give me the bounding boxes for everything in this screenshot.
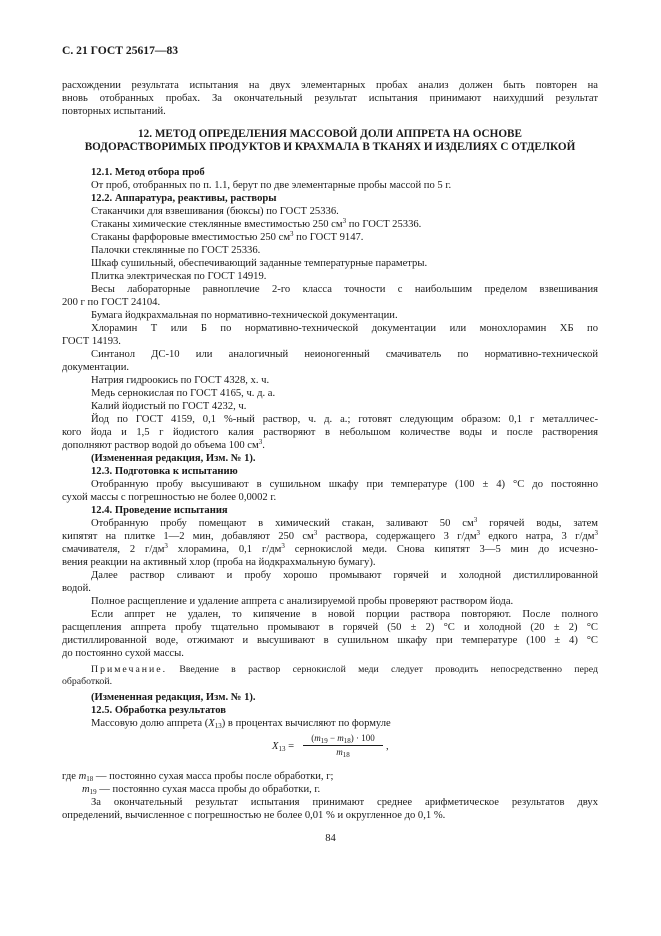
subsection-heading: 12.3. Подготовка к испытанию [91, 466, 238, 477]
document-page: С. 21 ГОСТ 25617—83 расхождении результата испытания на двух элементарных пробах анализ должен быть повторен на вновь отобранных пробах. За окончательный результат испытания принимают наихудший результат повторных испытаний. 12. МЕТОД ОПРЕДЕЛЕНИЯ МАССОВОЙ ДОЛИ АППРЕТА НА ОСНОВЕ ВОДОРАСТВОРИМЫХ ПРОДУКТОВ И КРАХМАЛА В ТКАНЯХ И ИЗДЕЛИЯХ С ОТДЕЛКОЙ 12.1. Метод отбора проб От проб, отобранных по п. 1.1, берут по две элементарные пробы массой по 5 г. 12.2. Аппаратура, реактивы, растворы Стаканчики для взвешивания (бюксы) по ГОСТ 25336. Стаканы химические стеклянные вместимостью 250 $см^3$ по ГОСТ 25336. Стаканы фарфоровые вместимостью 250 $см^3$ по ГОСТ 9147. Палочки стеклянные по ГОСТ 25336. Шкаф сушильный, обеспечивающий заданные температурные параметры. Плитка электрическая по ГОСТ 14919. Весы лабораторные равноплечие 2-го класса точности с наибольшим пределом взвешивания 200 г по ГОСТ 24104. Бумага йодкрахмальная по нормативно-технической документации. Хлорамин Т или Б по нормативно-технической документации или монохлорамин ХБ по ГОСТ 14193. Синтанол ДС-10 или аналогичный неионогенный смачиватель по нормативно-технической документации. Натрия гидроокись по ГОСТ 4328, х. ч. Медь сернокислая по ГОСТ 4165, ч. д. а. Калий йодистый по ГОСТ 4232, ч. Йод по ГОСТ 4159, 0,1 %-ный раствор, ч. д. а.; готовят следующим образом: 0,1 г металличес- кого йода и 1,5 г йодистого калия растворяют в небольшом количестве воды и после растворения дополняют раствор водой до объема 100 $см^3$. (Измененная редакция, Изм. № 1). 12.3. Подготовка к испытанию Отобранную пробу высушивают в сушильном шкафу при температуре (100 ± 4) °С до постоянно сухой массы с погрешностью не более 0,0002 г. 12.4. Проведение испытания Отобранную пробу помещают в химический стакан, заливают 50 $см^3$ горячей воды, затем кипятят на плитке 1—2 мин, добавляют 250 $см^3$ раствора, содержащего 3 $г/дм^3$ едкого натра, 3 $г/дм^3$ смачивателя, 2 $г/дм^3$ хлорамина, 0,1 $г/дм^3$ сернокислой меди. Снова кипятят 3—5 мин до исчезно- вения реакции на активный хлор (проба на йодкрахмальную бумагу). Далее раствор сливают и пробу хорошо промывают горячей и холодной дистиллированной водой. Полное расщепление и удаление аппрета с анализируемой пробы проверяют раствором йода. Если аппрет не удален, то кипячение в новой порции раствора повторяют. После полного расщепления аппрета пробу тщательно промывают в горячей (50 ± 2) °С и холодной (20 ± 2) °С дистиллированной воде, отжимают и высушивают в сушильном шкафу при температуре (100 ± 4) °С до постоянно сухой массы. Примечание. Введение в раствор сернокислой меди следует проводить непосредственно перед обработкой. (Измененная редакция, Изм. № 1). 12.5. Обработка результатов Массовую долю аппрета $(X_{13})$ в процентах вычисляют по формуле $X_{13}$ = $(m_{19} - m_{18}) \cdot 100$ $m_{18}$ , где $m_{18}$ — постоянно сухая масса пробы после обработки, г; $m_{19}$ — постоянно сухая масса пробы до обработки, г. За окончательный результат испытания принимают среднее арифметическое результатов двух определений, вычисленное с погрешностью не более 0,01 % и округленное до 0,1 %. 84 [0, 0, 661, 936]
text-line: водой. [62, 583, 91, 594]
text-line: расхождении результата испытания на двух элементарных пробах анализ должен быть повторен на [62, 80, 598, 91]
definition-line: где $m_{18}$ — постоянно сухая масса пробы после обработки, г; [62, 771, 334, 783]
text-line: вновь отобранных пробах. За окончательный результат испытания принимают наихудший результат [62, 93, 598, 104]
formula-fraction [303, 733, 383, 758]
text-line: документации. [62, 362, 130, 373]
text-line: Далее раствор сливают и пробу хорошо промывают горячей и холодной дистиллированной [91, 570, 598, 581]
text-line: Весы лабораторные равноплечие 2-го класса точности с наибольшим пределом взвешивания [91, 284, 598, 295]
section-heading: 12. МЕТОД ОПРЕДЕЛЕНИЯ МАССОВОЙ ДОЛИ АППРЕТА НА ОСНОВЕ [138, 128, 522, 140]
text-line: кого йода и 1,5 г йодистого калия растворяют в небольшом количестве воды и после растворения [62, 427, 598, 438]
subsection-heading: 12.5. Обработка результатов [91, 705, 226, 716]
amendment-note: (Измененная редакция, Изм. № 1). [91, 692, 256, 703]
note-line: обработкой. [62, 676, 113, 687]
note-line: Примечание. Введение в раствор сернокислой меди следует проводить непосредственно перед [91, 664, 598, 675]
fraction-bar [303, 745, 383, 746]
text-line: Палочки стеклянные по ГОСТ 25336. [91, 245, 261, 256]
text-line: до постоянно сухой массы. [62, 648, 184, 659]
formula-denominator: $m_{18}$ [336, 747, 350, 759]
text-line: Хлорамин Т или Б по нормативно-технической документации или монохлорамин ХБ по [91, 323, 598, 334]
text-line: Плитка электрическая по ГОСТ 14919. [91, 271, 267, 282]
page-number: 84 [325, 833, 336, 844]
text-line: Бумага йодкрахмальная по нормативно-технической документации. [91, 310, 398, 321]
text-line: смачивателя, 2 $г/дм^3$ хлорамина, 0,1 $г/дм^3$ сернокислой меди. Снова кипятят 3—5 мин до исчезно- [62, 542, 599, 555]
subsection-heading: 12.4. Проведение испытания [91, 505, 228, 516]
section-heading: ВОДОРАСТВОРИМЫХ ПРОДУКТОВ И КРАХМАЛА В ТКАНЯХ И ИЗДЕЛИЯХ С ОТДЕЛКОЙ [84, 141, 576, 153]
text-line: Если аппрет не удален, то кипячение в новой порции раствора повторяют. После полного [91, 609, 598, 620]
text-line: Медь сернокислая по ГОСТ 4165, ч. д. а. [91, 388, 276, 399]
text-line: кипятят на плитке 1—2 мин, добавляют 250 $см^3$ раствора, содержащего 3 $г/дм^3$ едкого натра, 3 $г/дм^3$ [62, 529, 598, 542]
text-line: От проб, отобранных по п. 1.1, берут по две элементарные пробы массой по 5 г. [91, 180, 452, 191]
text-line: Шкаф сушильный, обеспечивающий заданные температурные параметры. [91, 258, 428, 269]
text-line: 200 г по ГОСТ 24104. [62, 297, 161, 308]
text-line: Калий йодистый по ГОСТ 4232, ч. [91, 401, 247, 412]
text-line: ГОСТ 14193. [62, 336, 121, 347]
text-line: расщепления аппрета пробу тщательно промывают в горячей (50 ± 2) °С и холодной (20 ± 2) °С [62, 622, 598, 633]
running-header: С. 21 ГОСТ 25617—83 [62, 44, 179, 57]
amendment-note: (Измененная редакция, Изм. № 1). [91, 453, 256, 464]
subsection-heading: 12.2. Аппаратура, реактивы, растворы [91, 193, 277, 204]
text-line: Натрия гидроокись по ГОСТ 4328, х. ч. [91, 375, 270, 386]
text-line: повторных испытаний. [62, 106, 166, 117]
text-line: За окончательный результат испытания принимают среднее арифметическое результатов двух [91, 797, 598, 808]
formula-numerator: $(m_{19} - m_{18}) \cdot 100$ [311, 733, 375, 745]
definition-line: $m_{19}$ — постоянно сухая масса пробы до обработки, г. [82, 784, 321, 796]
text-line: Стаканы фарфоровые вместимостью 250 $см^3$ по ГОСТ 9147. [91, 230, 364, 243]
formula-lhs: $X_{13}$ = [272, 741, 295, 753]
text-line: вения реакции на активный хлор (проба на йодкрахмальную бумагу). [62, 557, 376, 568]
text-line: Отобранную пробу помещают в химический стакан, заливают 50 $см^3$ горячей воды, затем [91, 516, 598, 529]
text-line: дистиллированной воде, отжимают и высушивают в сушильном шкафу при температуре (100 ± 4) °С [62, 635, 598, 646]
text-line: Массовую долю аппрета $(X_{13})$ в процентах вычисляют по формуле [91, 718, 391, 730]
text-line: Стаканчики для взвешивания (бюксы) по ГОСТ 25336. [91, 206, 339, 217]
text-line: Полное расщепление и удаление аппрета с анализируемой пробы проверяют раствором йода. [91, 596, 514, 607]
text-line: Стаканы химические стеклянные вместимостью 250 $см^3$ по ГОСТ 25336. [91, 217, 422, 230]
text-line: Йод по ГОСТ 4159, 0,1 %-ный раствор, ч. д. а.; готовят следующим образом: 0,1 г металличес- [91, 414, 598, 425]
text-line: определений, вычисленное с погрешностью не более 0,01 % и округленное до 0,1 %. [62, 810, 446, 821]
text-line: сухой массы с погрешностью не более 0,0002 г. [62, 492, 277, 503]
subsection-heading: 12.1. Метод отбора проб [91, 167, 205, 178]
text-line: дополняют раствор водой до объема 100 $см^3$. [62, 438, 265, 451]
text-line: Синтанол ДС-10 или аналогичный неионогенный смачиватель по нормативно-технической [91, 349, 598, 360]
text-line: Отобранную пробу высушивают в сушильном шкафу при температуре (100 ± 4) °С до постоянно [91, 479, 598, 490]
